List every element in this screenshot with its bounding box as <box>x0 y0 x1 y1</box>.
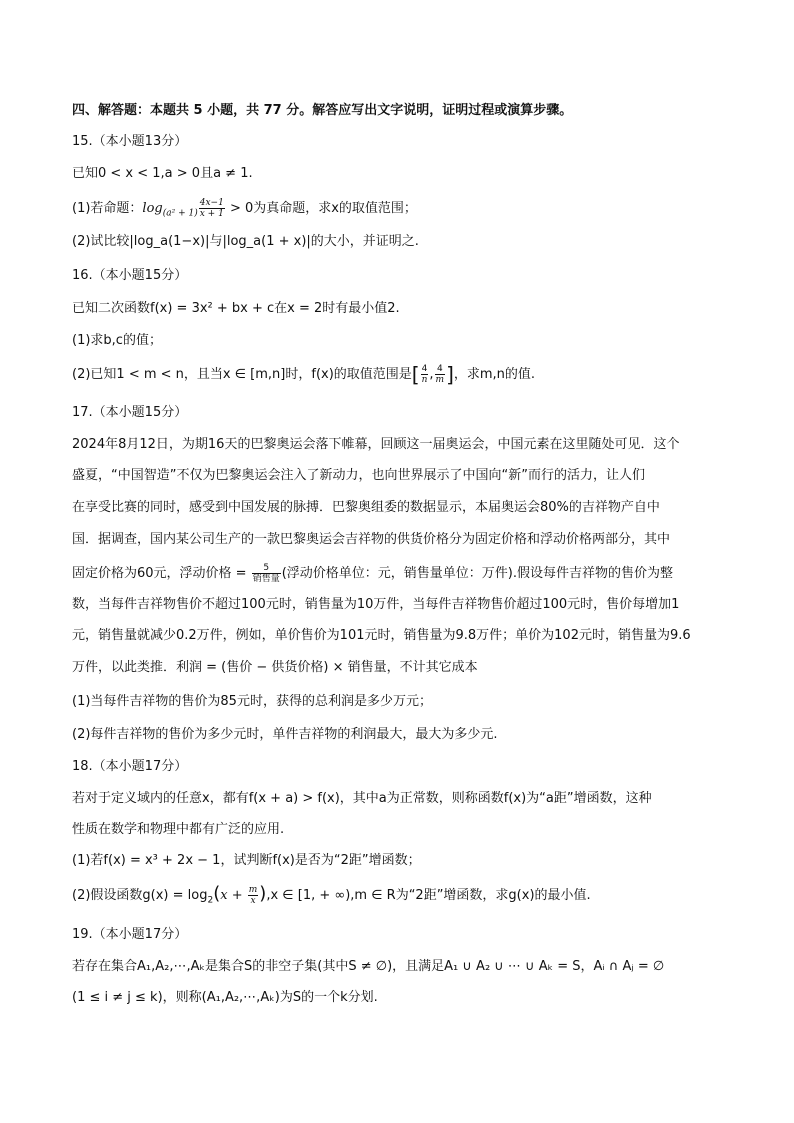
open-bracket-glyph: [ <box>411 362 420 387</box>
q15-part1-suffix: > 0为真命题，求x的取值范围； <box>225 201 417 216</box>
q18-title: 18.（本小题17分） <box>72 759 188 774</box>
q18-frac-num: m <box>248 885 258 895</box>
q16-frac1-den: n <box>421 375 428 385</box>
q17-para-line: 2024年8月12日，为期16天的巴黎奥运会落下帷幕，回顾这一届奥运会，中国元素在这里随处可见．这个 <box>72 437 680 452</box>
q17-line5-prefix: 固定价格为60元，浮动价格 = <box>72 566 251 581</box>
q17-frac-den: 销售量 <box>252 574 280 584</box>
q16-frac1 <box>421 364 429 385</box>
q17-title: 17.（本小题15分） <box>72 405 188 420</box>
q16-frac2-den: m <box>435 375 445 385</box>
q18-frac-den: x <box>250 896 256 906</box>
open-paren-glyph: ( <box>213 883 221 904</box>
q17-line5-suffix: (浮动价格单位：元，销售量单位：万件).假设每件吉祥物的售价为整 <box>281 566 673 581</box>
q17-float-price-fraction <box>252 563 281 584</box>
q17-para-line: 国．据调查，国内某公司生产的一款巴黎奥运会吉祥物的供货价格分为固定价格和浮动价格两部分，其中 <box>72 532 671 547</box>
q15-part1-prefix: (1)若命题： <box>72 201 143 216</box>
q17-frac-num: 5 <box>252 563 281 574</box>
q16-frac2 <box>435 364 446 385</box>
q16-part2-suffix: ，求m,n的值. <box>453 367 536 382</box>
q15-part1-fraction <box>199 198 225 219</box>
q17-part1: (1)当每件吉祥物的售价为85元时，获得的总利润是多少万元； <box>72 694 432 709</box>
q15-part1-base: (a² + 1) <box>162 208 198 219</box>
q16-part2: (2)已知1 < m < n，且当x ∈ [m,n]时，f(x)的取值范围是[ $\frac{4}{n}$ , $\frac{4}{m}$ ]，求m,n的值. <box>72 362 536 387</box>
q18-part2-prefix: (2)假设函数g(x) = log <box>72 888 208 903</box>
q18-part1: (1)若f(x) = x³ + 2x − 1，试判断f(x)是否为“2距”增函数； <box>72 853 421 868</box>
q19-title: 19.（本小题17分） <box>72 927 188 942</box>
q18-part2-suffix: ,x ∈ [1, + ∞),m ∈ R为“2距”增函数，求g(x)的最小值. <box>266 888 591 903</box>
q18-inner-x: x + <box>220 888 247 903</box>
q16-part1: (1)求b,c的值； <box>72 333 162 348</box>
q17-para-line: 在享受比赛的同时，感受到中国发展的脉搏．巴黎奥组委的数据显示，本届奥运会80%的吉祥物产自中 <box>72 500 660 515</box>
q16-frac2-num: 4 <box>435 364 446 375</box>
section-header: 四、解答题：本题共 5 小题，共 77 分。解答应写出文字说明，证明过程或演算步骤。 <box>72 103 573 118</box>
q19-line: 若存在集合A₁,A₂,⋯,Aₖ是集合S的非空子集(其中S ≠ ∅)，且满足A₁ ∪ A₂ ∪ ⋯ ∪ Aₖ = S，Aᵢ ∩ Aⱼ = ∅ <box>72 959 665 974</box>
close-bracket-glyph: ] <box>446 362 454 387</box>
q15-frac-den: x + 1 <box>199 209 224 219</box>
q19-line: (1 ≤ i ≠ j ≤ k)，则称(A₁,A₂,⋯,Aₖ)为S的一个k分划. <box>72 990 378 1005</box>
q17-para-line: 元，销售量就减少0.2万件，例如，单价售价为101元时，销售量为9.8万件；单价为102元时，销售量为9.6 <box>72 628 691 643</box>
q18-line: 若对于定义域内的任意x，都有f(x + a) > f(x)，其中a为正常数，则称函数f(x)为“a距”增函数，这种 <box>72 791 652 806</box>
q18-fraction <box>248 885 259 906</box>
q16-intro: 已知二次函数f(x) = 3x² + bx + c在x = 2时有最小值2. <box>72 301 400 316</box>
q15-title: 15.（本小题13分） <box>72 134 188 149</box>
q18-line: 性质在数学和物理中都有广泛的应用. <box>72 822 285 837</box>
q17-para-line: 盛夏，“中国智造”不仅为巴黎奥运会注入了新动力，也向世界展示了中国向“新”而行的活力，让人们 <box>72 468 645 483</box>
q17-part2: (2)每件吉祥物的售价为多少元时，单件吉祥物的利润最大，最大为多少元. <box>72 727 498 742</box>
q15-part1 <box>72 198 417 223</box>
q18-log-base: 2 <box>207 895 214 906</box>
q15-intro: 已知0 < x < 1,a > 0且a ≠ 1. <box>72 166 253 181</box>
q16-frac1-num: 4 <box>421 364 428 374</box>
q17-para-line <box>72 563 673 584</box>
q16-title: 16.（本小题15分） <box>72 268 188 283</box>
close-paren-glyph: ) <box>259 883 267 904</box>
q15-part1-log: log <box>142 201 163 216</box>
q17-para-line: 数，当每件吉祥物售价不超过100元时，销售量为10万件，当每件吉祥物售价超过100元时，售价每增加1 <box>72 597 680 612</box>
q15-part2: (2)试比较|log_a(1−x)|与|log_a(1 + x)|的大小，并证明之. <box>72 234 419 249</box>
q16-part2-prefix: (2)已知1 < m < n，且当x ∈ [m,n]时，f(x)的取值范围是 <box>72 367 412 382</box>
q15-frac-num: 4x−1 <box>199 198 224 208</box>
q17-para-line: 万件，以此类推．利润 = (售价 − 供货价格) × 销售量，不计其它成本 <box>72 660 478 675</box>
q18-part2 <box>72 885 591 910</box>
